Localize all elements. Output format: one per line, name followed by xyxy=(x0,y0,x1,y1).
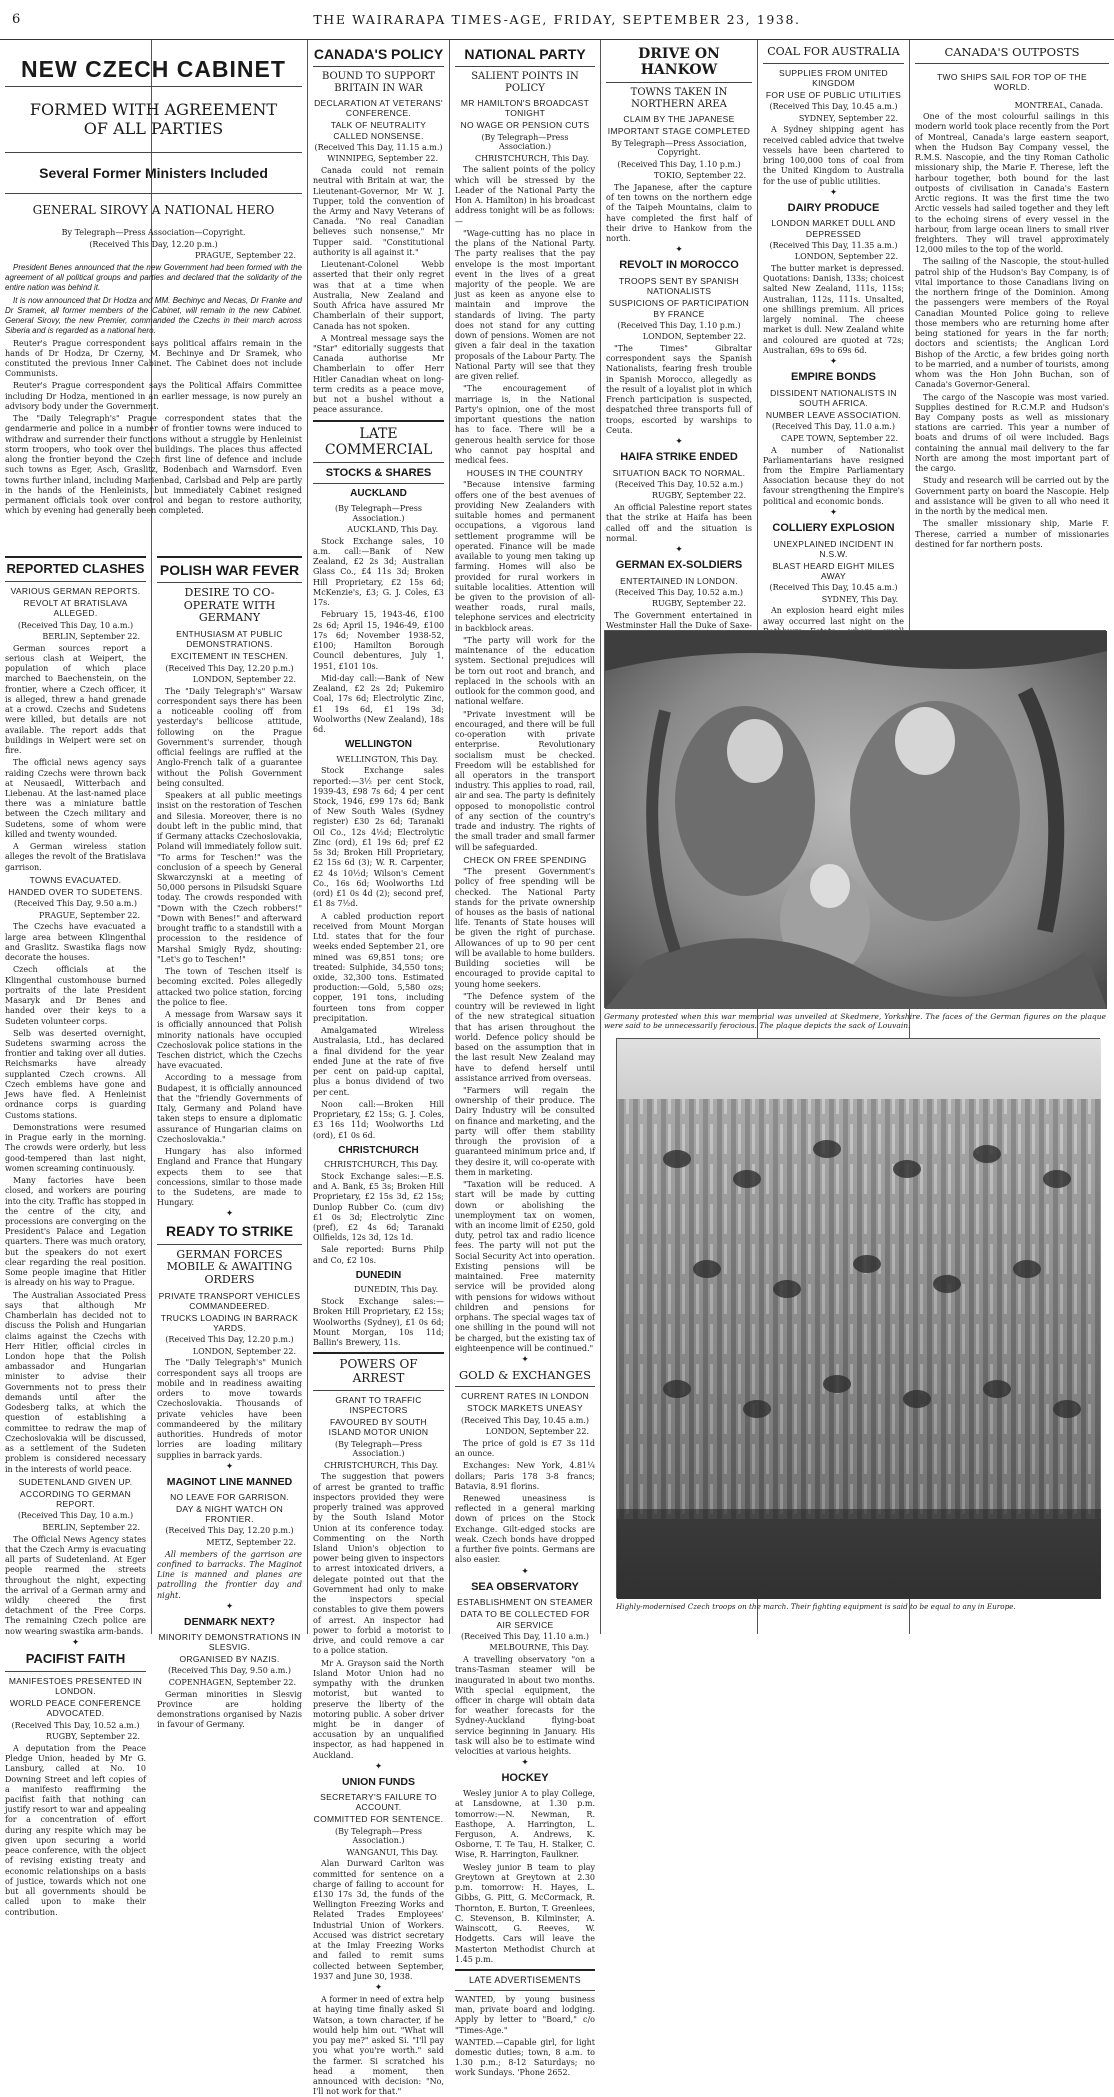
subheadline: NO WAGE OR PENSION CUTS xyxy=(460,120,590,131)
paragraph: Demonstrations were resumed in Prague early in the morning. The crowds were orderly, but less good-tempered than last night, women screaming continuously. xyxy=(5,1122,146,1173)
received-line: (Received This Day, 10 a.m.) xyxy=(17,1511,134,1521)
paragraph: Reuter's Prague correspondent says political affairs remain in the hands of Dr Hodza, Dr Czerny, M. Bechinye and Dr Sramek, who constituted the previous Inner Cabinet. The Cabinet does not include Communists. xyxy=(5,338,302,379)
paragraph: The suggestion that powers of arrest be granted to traffic inspectors provided they were properly trained was approved by the South Island Motor Union at its conference today. Commenting on the North Island Union's objection to power being given to inspectors to arrest intoxicated drivers, a delegate pointed out that the Government had only to make the inspectors special constables to give them powers of arrest. An inspector had power to forbid a motorist to drive, and could remove a car to a police station. xyxy=(313,1472,444,1656)
czech-troops-photo xyxy=(616,1038,1100,1598)
dateline: WANGANUI, This Day. xyxy=(346,1847,438,1857)
divider xyxy=(5,152,302,153)
subheadline: ACCORDING TO GERMAN REPORT. xyxy=(19,1489,132,1510)
paragraph: "The Times" Gibraltar correspondent says the Spanish Nationalists, fearing fresh trouble in Spanish Morocco, allegedly as the result of a loyalist plot in which French participation is suspected, despatched three transports full of troops, escorted by warships to Ceuta. xyxy=(606,343,752,435)
separator-star: ✦ xyxy=(374,1983,383,1994)
dateline: RUGBY, September 22. xyxy=(651,491,746,501)
paragraph: Stock Exchange sales, 10 a.m. call:—Bank of New Zealand, £2 2s 3d; Australian Glass Co., £4 11s 3d; Broken Hill Proprietary, £2 15s 6d; McKenzie's, £3; G. J. Coles, £3 17s. xyxy=(313,536,444,608)
paragraph: A cabled production report received from Mount Morgan Ltd. states that for the four weeks ended September 21, ore mined was 69,851 tons; ore treated: Sulphide, 34,550 tons; oxide, 32,300 tons. Estimated production:—Gold, 5,580 ozs; copper, 191 tons, including fourteen tons from copper precipitation. xyxy=(313,911,444,1023)
divider xyxy=(455,1386,595,1387)
subheadline: CHECK ON FREE SPENDING xyxy=(463,854,587,865)
subheadline: ENTHUSIASM AT PUBLIC DEMONSTRATIONS. xyxy=(176,629,283,650)
newspaper-title: THE WAIRARAPA TIMES-AGE, FRIDAY, SEPTEMBER 23, 1938. xyxy=(313,12,801,27)
headline: GERMAN EX-SOLDIERS xyxy=(615,558,743,571)
column-4 xyxy=(450,40,600,2078)
received-line: (Received This Day, 10.45 a.m.) xyxy=(461,1415,589,1425)
subheadline: TWO SHIPS SAIL FOR TOP OF THE WORLD. xyxy=(937,72,1087,93)
headline: HAIFA STRIKE ENDED xyxy=(620,451,738,464)
paragraph: The Official News Agency states that the Czech Army is evacuating all parts of Sudetenland. At Eger people rearmed the streets throughout the night, expecting the arrival of a German army and wildly cheered the first detachment of the Free Corps. The remaining Czech police are now wearing swastika arm-bands. xyxy=(5,1534,146,1636)
headline: READY TO STRIKE xyxy=(165,1223,294,1240)
divider xyxy=(455,66,595,67)
subheadline: TOWNS EVACUATED. xyxy=(29,874,122,885)
separator-star: ✦ xyxy=(225,1601,234,1612)
subheadline: SUDETENLAND GIVEN UP. xyxy=(18,1476,133,1487)
paragraph: "Private investment will be encouraged, and there will be full co-operation with private enterprise. Revolutionary socialism must be checked. Freedom will be established for all operators in the transport industry. This applies to road, rail, air and sea. The party is definitely opposed to monopolistic control of any section of the country's trade and industry. The rights of the small trader and small farmer will be safeguarded. xyxy=(455,709,595,852)
headline: UNION FUNDS xyxy=(342,1775,415,1788)
subheadline: MINORITY DEMONSTRATIONS IN SLESVIG. xyxy=(158,1631,301,1653)
paragraph: Mid-day call:—Bank of New Zealand, £2 2s 2d; Pukemiro Coal, 17s 6d; Electrolytic Zinc, £1 19s 6d, £1 19s 3d; Woolworths (New Zealand), 18s 6d. xyxy=(313,673,444,734)
dateline: BERLIN, September 22. xyxy=(42,632,140,642)
paragraph: Selb was deserted overnight, Sudetens swarming across the frontier and taking over all duties. Reichsmarks have already supplanted Czech crowns. All Czech emblems have gone and Jews have fled. A Henleinist ordnance corps is guarding Customs stations. xyxy=(5,1028,146,1120)
subheadline: EXCITEMENT IN TESCHEN. xyxy=(170,651,289,662)
dateline: SYDNEY, September 22. xyxy=(798,113,898,123)
separator-star: ✦ xyxy=(675,437,683,448)
paragraph: Renewed uneasiness is reflected in a general marking down of prices on the Stock Exchange. Gilt-edged stocks are weak. Czech bonds have dropped a further five points. Germans are also easier. xyxy=(455,1494,595,1565)
divider xyxy=(915,63,1109,64)
divider xyxy=(157,556,302,558)
paragraph: Mr A. Grayson said the North Island Motor Union had no sympathy with the drunken motorist, but wanted to preserve the liberty of the motoring public. A sober driver might be in danger of accusation by an unqualified inspector, as had happened in Auckland. xyxy=(313,1658,444,1760)
received-line: (Received This Day, 9.50 a.m.) xyxy=(168,1666,291,1676)
divider xyxy=(313,462,444,463)
subheadline: NO LEAVE FOR GARRISON. xyxy=(170,1491,289,1502)
paragraph: The "Daily Telegraph's" Warsaw correspondent says there has been a noticeable cooling off from yesterday's bellicose attitude, following on the Prague Government's surrender, though official feelings are ruffled at the Anglo-French talk of a guarantee without the Polish Government being consulted. xyxy=(157,686,302,788)
paragraph: A message from Warsaw says it is officially announced that Polish minority nationals have occupied Czechoslovak police stations in the Teschen district, which the Czechs have evacuated. xyxy=(157,1010,302,1071)
subheadline: TROOPS SENT BY SPANISH NATIONALISTS xyxy=(619,275,739,297)
paragraph: An official Palestine report states that the strike at Haifa has been called off and the situation is normal. xyxy=(606,503,752,543)
dateline: DUNEDIN, This Day. xyxy=(353,1285,438,1295)
column-3 xyxy=(308,40,449,2097)
czech-troops-caption: Highly-modernised Czech troops on the march. Their fighting equipment is said to be equal to any in Europe. xyxy=(616,1602,1016,1611)
received-line: (Received This Day, 1.10 p.m.) xyxy=(617,320,741,330)
subheadline: REVOLT AT BRATISLAVA ALLEGED. xyxy=(23,598,128,619)
subheadline: GRANT TO TRAFFIC INSPECTORS xyxy=(335,1394,422,1415)
received-line: (Received This Day, 11.15 a.m.) xyxy=(314,142,443,152)
subheadline: UNEXPLAINED INCIDENT IN N.S.W. xyxy=(773,538,894,559)
paragraph: An explosion heard eight miles away occurred last night on the xyxy=(763,606,904,626)
headline: LATE ADVERTISEMENTS xyxy=(469,1975,581,1986)
subheadline: DISSIDENT NATIONALISTS IN SOUTH AFRICA. xyxy=(770,387,897,408)
subheadline: BLAST HEARD EIGHT MILES AWAY xyxy=(772,560,895,582)
headline: DENMARK NEXT? xyxy=(184,1615,275,1628)
paragraph: Noon call:—Broken Hill Proprietary, £2 15s; G. J. Coles, £3 16s 11d; Woolworths Ltd (ord), £1 0s 6d. xyxy=(313,1099,444,1140)
subheadline: MANIFESTOES PRESENTED IN LONDON. xyxy=(8,1675,143,1697)
dateline: BERLIN, September 22. xyxy=(42,1522,140,1532)
received-line: (Received This Day, 11.10 a.m.) xyxy=(461,1631,589,1641)
credit-line: By Telegraph—Press Association—Copyright. xyxy=(61,228,246,238)
column-5-top xyxy=(601,40,757,631)
subheadline: SECRETARY'S FAILURE TO ACCOUNT. xyxy=(320,1791,437,1813)
received-line: (Received This Day, 12.20 p.m.) xyxy=(165,1526,294,1536)
subheadline: LONDON MARKET DULL AND DEPRESSED xyxy=(771,218,896,239)
separator-star: ✦ xyxy=(829,187,838,198)
headline: POLISH WAR FEVER xyxy=(159,562,300,578)
headline: HOCKEY xyxy=(501,1772,549,1785)
column-2-lower xyxy=(152,548,307,1730)
dateline: LONDON, September 22. xyxy=(485,1427,589,1437)
separator-star: ✦ xyxy=(225,1461,234,1472)
subheadline: STOCK MARKETS UNEASY xyxy=(467,1403,583,1414)
subheadline: DATA TO BE COLLECTED FOR AIR SERVICE xyxy=(460,1609,590,1630)
headline: CANADA'S POLICY xyxy=(313,46,444,62)
subheadline: GERMAN FORCES MOBILE & AWAITING ORDERS xyxy=(166,1247,293,1286)
subheadline: FORMED WITH AGREEMENT OF ALL PARTIES xyxy=(29,100,278,138)
paragraph: According to a message from Budapest, it is officially announced that the "friendly Governments of Italy, Germany and Poland have taken steps to ensure a diplomatic assurance of Hungarian claims on Czechoslovakia." xyxy=(157,1073,302,1144)
paragraph: "The encouragement of marriage is, in the National Party's opinion, one of the most important questions the nation has to face. There will be a generous health service for those who cannot pay hospital and medical fees. xyxy=(455,384,595,465)
paragraph: President Benes announced that the new Government had been formed with the agreement of all political groups and parties and declared that the solidarity of the entire nation was behind it. xyxy=(5,262,302,293)
received-line: (Received This Day, 9.50 a.m.) xyxy=(14,899,137,909)
dateline: LONDON, September 22. xyxy=(794,252,898,262)
paragraph: All members of the garrison are confined to barracks. The Maginot Line is manned and planes are patrolling the frontier day and night. xyxy=(157,1549,302,1600)
headline: POWERS OF ARREST xyxy=(339,1357,418,1386)
divider xyxy=(5,193,302,194)
received-line: (Received This Day, 12.20 p.m.) xyxy=(165,663,294,673)
subheadline: HOUSES IN THE COUNTRY xyxy=(466,468,584,479)
subheadline: TOWNS TAKEN IN NORTHERN AREA xyxy=(630,87,728,110)
advert: WANTED, by young business man, private board and lodging. Apply by letter to "Board," c/o "Times-Age." xyxy=(455,1994,595,2035)
paragraph: February 15, 1943-46, £100 2s 6d; April 15, 1946-49, £100 17s 6d; November 1938-52, £100; Hamilton Borough Council debentures, July 1, 1951, £101 10s. xyxy=(313,610,444,671)
paragraph: Alan Durward Carlton was committed for sentence on a charge of failing to account for £130 17s 3d, the funds of the Wellington Freezing Works and Related Trades Employees' Industrial Union of Workers. Accused was district secretary at the Imlay Freezing Works and failed to remit sums collected between September, 1937 and June 30, 1938. xyxy=(313,1859,444,1981)
received-line: (Received This Day, 11.0 a.m.) xyxy=(772,422,895,432)
memorial-plaque-image xyxy=(605,631,1107,1009)
subheadline: ESTABLISHMENT ON STEAMER xyxy=(457,1597,593,1608)
headline: REVOLT IN MOROCCO xyxy=(619,259,739,272)
war-memorial-caption: Germany protested when this war memorial was unveiled at Skedmere, Yorkshire. The faces of the German figures on the plaque were said to be unnecessarily ferocious. The plaque depicts the sack of Louvain. xyxy=(604,1012,1106,1031)
subheadline: TRUCKS LOADING IN BARRACK YARDS. xyxy=(160,1312,299,1334)
dateline: WINNIPEG, September 22. xyxy=(327,154,438,164)
separator-star: ✦ xyxy=(829,357,838,368)
paragraph: "Wage-cutting has no place in the plans of the National Party. The party realises that the pay envelope is the most important event in the lives of a great majority of the people. We are just as keen as anyone else to maintain and improve the standards of living. The party does not stand for any cutting down of pensions. Women are not given a fair deal in the taxation proposals of the Labour Party. The National Party will see that they are given relief. xyxy=(455,228,595,382)
divider xyxy=(313,420,444,422)
paragraph: "Farmers will regain the ownership of their produce. The Dairy Industry will be consulted on finance and marketing, and the party will offer them stability through the provision of a guaranteed minimum price and, if they desire it, will co-operate with them in marketing. xyxy=(455,1085,595,1177)
headline: COLLIERY EXPLOSION xyxy=(772,521,895,534)
paragraph: The butter market is depressed. Quotations: Danish, 133s; choicest salted New Zealand, 111s, 115s; Australian, 112s, 111s. Unsalted, one shillings premium. All prices largely nominal. The cheese market is dull. New Zealand white and coloured are quoted at 72s; Australian, 69s to 69s 6d. xyxy=(763,264,904,355)
separator-star: ✦ xyxy=(71,1637,80,1648)
paragraph: The smaller missionary ship, Marie F. Therese, carried a number of missionaries destined for far northern posts. xyxy=(915,519,1109,549)
paragraph: Stock Exchange sales:—Broken Hill Proprietary, £2 15s; Woolworths (Sydney), £1 0s 6d; Mount Morgan, 10s 11d; Ballin's Brewery, 11s. xyxy=(313,1297,444,1347)
paragraph: Many factories have been closed, and workers are pouring into the city. Traffic has stopped in the centre of the city, and processions are converging on the President's Palace and Legation quarters. There was much oratory, but the speakers do not exert clear regarding the real position. Some people imagine that Hitler is already on his way to Prague. xyxy=(5,1176,146,1288)
dateline: AUCKLAND, This Day. xyxy=(347,525,438,535)
czech-troops-image xyxy=(617,1039,1101,1599)
subheadline: NUMBER LEAVE ASSOCIATION. xyxy=(765,410,902,421)
subheadline: ENTERTAINED IN LONDON. xyxy=(620,575,738,586)
paragraph: Wesley junior A to play College, at Lansdowne, at 1.30 p.m. tomorrow:—N. Newman, R. Easthope, A. Harrington, L. Ferguson, A. Andrews, K. Osborne, T. Te Tau, H. Stalker, C. Wise, R. Harrington, Faulkner. xyxy=(455,1789,595,1860)
headline: COAL FOR AUSTRALIA xyxy=(767,45,900,58)
received-line: (Received This Day, 12.20 p.m.) xyxy=(165,1335,294,1345)
separator-star: ✦ xyxy=(521,1758,529,1769)
separator-star: ✦ xyxy=(521,1355,529,1366)
dateline: METZ, September 22. xyxy=(206,1538,296,1547)
received-line: (By Telegraph—Press Association.) xyxy=(335,503,422,523)
paragraph: The Australian Associated Press says that although Mr Chamberlain has decided not to discuss the Polish and Hungarian claims against the Czechs with Herr Hitler, official circles in London hope that the Polish ambassador and Hungarian minister to advise their Governments not to press their demands until after the Godesberg talks, at which the question of establishing a committee to redraw the map of Czechoslovakia will be discussed, as a settlement of the Sudeten problem is considered necessary in the interests of world peace. xyxy=(5,1290,146,1474)
headline: PACIFIST FAITH xyxy=(25,1650,126,1666)
subheadline: Several Former Ministers Included xyxy=(39,165,268,182)
subheadline: DECLARATION AT VETERANS' CONFERENCE. xyxy=(314,98,443,119)
dateline: CHRISTCHURCH, This Day. xyxy=(474,153,589,163)
page-number: 6 xyxy=(12,12,21,27)
paragraph: It is now announced that Dr Hodza and MM. Bechinyc and Necas, Dr Franke and Dr Sramek, all former members of the Cabinet, will remain in the new Cabinet. General Sirovy, the new Premier, commanded the Czechs in their march across Siberia and is regarded as a national hero. xyxy=(5,295,302,336)
dateline: TOKIO, September 22. xyxy=(653,171,746,181)
headline: LATE COMMERCIAL xyxy=(324,425,433,458)
dateline: MELBOURNE, This Day. xyxy=(489,1643,589,1653)
divider xyxy=(313,66,444,67)
paragraph: Canada could not remain neutral with Britain at war, the Lieutenant-Governor, Mr W. J. Tupper, told the convention of the Army and Navy Veterans of Canada. "No real Canadian believes such nonsense," Mr Tupper said. "Constitutional authority is all against it." xyxy=(313,166,444,257)
paragraph: "The present Government's policy of free spending will be checked. The National Party stands for the private ownership of houses as the basis of national life. Tenants of State houses will be given the right of purchase. Allowances of up to 90 per cent will be available to home builders. Building societies will be encouraged to provide capital to young home seekers. xyxy=(455,867,595,989)
headline: EMPIRE BONDS xyxy=(791,371,876,384)
divider xyxy=(5,86,302,87)
received-line: (Received This Day, 10.52 a.m.) xyxy=(615,479,743,489)
subheadline: IMPORTANT STAGE COMPLETED xyxy=(607,126,751,137)
divider xyxy=(455,1990,595,1991)
paragraph: German sources report a serious clash at Weipert, the population of which place marched to Baechenstein, on the frontier, where a Czech officer, it is alleged, threw a hand grenade at a crowd. Czechs and Sudetens were killed, but details are not available. The report adds that buildings in Weipert were set on fire. xyxy=(5,643,146,756)
paragraph: "Because intensive farming offers one of the best avenues of providing New Zealanders with suitable homes and permanent occupations, a vigorous land settlement programme will be operated. Finance will be made available to young men taking up farming. Homes will also be provided for rural workers in suitable localities. Attention will be given to the provision of all-weather roads, rural mails, telephone services and electricity in backblock areas. xyxy=(455,480,595,633)
dateline: CHRISTCHURCH, This Day. xyxy=(323,1160,438,1170)
paragraph: A travelling observatory "on a trans-Tasman steamer will be inaugurated in about two months. With special equipment, the officer in charge will obtain data for weather forecasts for the Sydney-Auckland flying-boat service beginning in January. His task will also be to estimate wind velocities at various heights. xyxy=(455,1655,595,1757)
paragraph: The Japanese, after the capture of ten towns on the northern edge of the Taipeh Mountains, claim to have completed the first half of their drive to Hankow from the north. xyxy=(606,182,752,244)
received-line: (Received This Day, 10.52 a.m.) xyxy=(615,587,743,597)
section-wellington: WELLINGTON xyxy=(344,739,413,751)
separator-star: ✦ xyxy=(521,1566,529,1577)
divider xyxy=(763,63,904,64)
dateline: LONDON, September 22. xyxy=(192,675,296,685)
paragraph: The "Daily Telegraph's" Prague correspondent states that the gendarmerie and police in a number of frontier towns were induced to withdraw and surrender their functions without a struggle by Henleinist storm troopers, who took over the buildings. The places thus affected along the frontier beyond the Czech first line of defence and include such towns as Eger, Asch, Graslitz, Bodenbach and Warnsdorf. Even towns further inland, including Marienbad, Carlsbad and Pelp are partly in the hands of the Henleinists, but immediately Cabinet resigned permanent officials took over control and began to restore authority, which by evening had generally been completed. xyxy=(5,414,302,516)
divider xyxy=(455,1969,595,1971)
dateline: RUGBY, September 22. xyxy=(45,1732,140,1742)
dateline: PRAGUE, September 22. xyxy=(38,910,140,920)
paragraph: Sale reported: Burns Philp and Co, £2 10s. xyxy=(313,1245,444,1265)
subheadline: ORGANISED BY NAZIS. xyxy=(179,1654,280,1665)
divider xyxy=(313,483,444,484)
dateline: CAPE TOWN, September 22. xyxy=(780,433,898,443)
subheadline: BOUND TO SUPPORT BRITAIN IN WAR xyxy=(321,71,436,94)
subheadline: SALIENT POINTS IN POLICY xyxy=(471,71,579,94)
paragraph: Study and research will be carried out by the Government party on board the Nascopie. Help and assistance will be given to all who need it in the north by the medical men. xyxy=(915,476,1109,517)
dateline: LONDON, September 22. xyxy=(192,1346,296,1356)
paragraph: German minorities in Slesvig Province are holding demonstrations organised by Nazis in favour of Germany. xyxy=(157,1689,302,1730)
paragraph: The salient points of the policy which will be stressed by the Leader of the National Party the Hon A. Hamilton) in his broadcast address tonight will be as follows:— xyxy=(455,165,595,226)
separator-star: ✦ xyxy=(225,1209,234,1220)
subheadline: PRIVATE TRANSPORT VEHICLES COMMANDEERED. xyxy=(158,1290,301,1311)
headline: CANADA'S OUTPOSTS xyxy=(944,45,1080,59)
separator-star: ✦ xyxy=(374,1761,383,1772)
received-line: (Received This Day, 10.45 a.m.) xyxy=(769,583,898,593)
paragraph: Reuter's Prague correspondent says the Political Affairs Committee including Dr Hodza, mentioned in an earlier message, is now purely an advisory body under the Government. xyxy=(5,381,302,411)
section-dunedin: DUNEDIN xyxy=(355,1269,402,1281)
subheadline: DESIRE TO CO-OPERATE WITH GERMANY xyxy=(183,586,276,625)
headline: GOLD & EXCHANGES xyxy=(458,1368,592,1383)
divider xyxy=(157,582,302,583)
article-new-czech-cabinet xyxy=(0,40,307,555)
subheadline: FAVOURED BY SOUTH ISLAND MOTOR UNION xyxy=(328,1417,429,1438)
headline: DRIVE ON HANKOW xyxy=(638,46,720,79)
paragraph: A deputation from the Peace Pledge Union, headed by Mr G. Lansbury, called at No. 10 Downing Street and left copies of a manifesto reaffirming the pacifist faith that nothing can justify resort to war and appealing for a concentration of effort during any respite which may be given upon securing a world peace conference, with the object of revising existing treaty and economic relationships on a basis of justice, towards which not one but all governments should be called upon to make their contribution. xyxy=(5,1743,146,1917)
subheadline: FOR USE OF PUBLIC UTILITIES xyxy=(765,90,902,101)
paragraph: A number of Nationalist Parliamentarians have resigned from the Empire Parliamentary Association because they do not favour strengthening the Empire's political and economic bonds. xyxy=(763,445,904,506)
paragraph: Wesley junior B team to play Greytown at Greytown at 2.30 p.m. tomorrow: H. Hayes, L. Gibbs, G. Pitt, G. McCormack, R. Thornton, E. Burton, T. Greenlees, C. Stevenson, B. Kilminster, A. Wainscott, G. Reeves, W. Hodgetts. Cars will leave the Masterton Methodist Church at 1.45 p.m. xyxy=(455,1862,595,1964)
paragraph: Czech officials at the Klingenthal customhouse burned portraits of the late President Masaryk and Dr Benes and handed over their keys to a Sudeten volunteer corps. xyxy=(5,965,146,1026)
received-line: (Received This Day, 10.52 a.m.) xyxy=(11,1720,140,1730)
paragraph: The sailing of the Nascopie, the stout-hulled patrol ship of the Hudson's Bay Company, is of vital importance to those Canadians living on the northern fringe of the Dominion. Among the passengers were members of the Royal Canadian Mounted Police going to relieve those members who are returning home after being stationed for years in the far north; doctors and scientists; the Anglican Lord Bishop of the Arctic, a few brides going north to be married, and a number of tourists, among whom was the Hon John Buchan, son of Canada's Governor-General. xyxy=(915,257,1109,390)
war-memorial-photo xyxy=(604,630,1106,1008)
paragraph: A Sydney shipping agent has received cabled advice that twelve vessels have been chartered to bring 100,000 tons of coal from the United Kingdom to Australia for the use of public utilities. xyxy=(763,125,904,186)
separator-star: ✦ xyxy=(675,245,683,256)
paragraph: Lieutenant-Colonel Webb asserted that their only regret was that at a time when Australia, New Zealand and South Africa have assured Mr Chamberlain of their support, Canada has not spoken. xyxy=(313,260,444,331)
column-6-top xyxy=(758,40,909,626)
dateline: COPENHAGEN, September 22. xyxy=(168,1677,296,1687)
headline: NEW CZECH CABINET xyxy=(21,56,286,82)
subheadline: CURRENT RATES IN LONDON xyxy=(461,1391,589,1402)
paragraph: The Government entertained in Westminster Hall the Duke of Saxe- xyxy=(606,611,752,631)
paragraph: A former in need of extra help at haying time finally asked Si Watson, a town character, if he would help him out. "What will you pay me?" asked Si. "I'll pay you what you're worth." said the farmer. Si scratched his head a moment, then announced with decision: "No, I'll not work for that." xyxy=(313,1995,444,2097)
received-line: (By Telegraph—Press Association.) xyxy=(481,132,569,152)
column-1-lower xyxy=(0,548,151,1917)
subheadline: SUPPLIES FROM UNITED KINGDOM xyxy=(779,67,888,88)
paragraph: A German wireless station alleges the revolt of the Bratislava garrison. xyxy=(5,842,146,872)
separator-star: ✦ xyxy=(675,544,683,555)
dateline: MONTREAL, Canada. xyxy=(1014,100,1103,110)
dateline: PRAGUE, September 22. xyxy=(194,251,296,261)
divider xyxy=(5,1671,146,1672)
paragraph: "The party will work for the maintenance of the education system. Sectional prejudices will be torn out root and branch, and replaced in the schools with an outlook for the common good, and national welfare. xyxy=(455,635,595,707)
paragraph: Speakers at all public meetings insist on the restoration of Teschen and Silesia. Moreover, there is no doubt left in the public mind, that if Germany attacks Czechoslovakia, Poland will immediately follow suit. "To arms for Teschen!" was the conclusion of a speech by General Skwarczynski at a meeting of 50,000 persons in Pilsudski Square today. The crowds responded with "Down with the Czech robbers!" "Down with Benes!" and afterward brought traffic to a standstill with a procession to the residence of Marshal Smigly Rydz, shouting: "Let's go to Teschen!" xyxy=(157,791,302,964)
paragraph: "The Defence system of the country will be reviewed in light of the new strategical situation that has arisen throughout the world. Defence policy should be based on the assumption that in the last result New Zealand may have to defend herself until assistance arrived from overseas. xyxy=(455,991,595,1083)
paragraph: The "Daily Telegraph's" Munich correspondent says all troops are mobile and in readiness awaiting orders to move towards Czechoslovakia. Thousands of private vehicles have been commandeered by the military authorities. Hundreds of motor lorries are loading military supplies in barrack yards. xyxy=(157,1358,302,1460)
advert: WANTED.—Capable girl, for light domestic duties; town, 8 a.m. to 1.30 p.m.; 8-12 Saturdays; no work Sundays. 'Phone 2652. xyxy=(455,2037,595,2078)
paragraph: One of the most colourful sailings in this modern world took place recently from the Port of Montreal, Canada's large eastern seaport, when the Hudson Bay Company vessel, the R.M.S. Nascopie, and the tiny Roman Catholic missionary ship, the Marie F. Therese, left the harbour together, both bound for the last outposts of civilisation in Canada's Eastern Arctic regions. It was the first time the two Arctic vessels had sailed together and they left to the echoing sirens of every vessel in the harbour, from large ocean liners to small river freighters. They will travel approximately 12,000 miles to the top of the world. xyxy=(915,112,1109,255)
section-auckland: AUCKLAND xyxy=(350,488,407,500)
subheadline: COMMITTED FOR SENTENCE. xyxy=(313,1814,444,1825)
headline: REPORTED CLASHES xyxy=(6,561,145,576)
received-line: (Received This Day, 11.35 a.m.) xyxy=(769,240,898,250)
headline: NATIONAL PARTY xyxy=(464,46,586,62)
paragraph: "Taxation will be reduced. A start will be made by cutting down or abolishing the unemployment tax on women, with an income limit of £250, gold duty, petrol tax and radio licence fees. The party will not put the Social Security Act into operation. Existing pensions will be maintained. Free maternity service will be provided along with pensions for widows without children and pensions for orphans. The special wages tax of one shilling in the pound will not be charged, but the existing tax of eighteenpence will be continued." xyxy=(455,1180,595,1353)
divider xyxy=(606,82,752,83)
received-line: (By Telegraph—Press Association.) xyxy=(335,1826,422,1846)
paragraph: A Montreal message says the "Star" editorially suggests that Canada authorise Mr Chamberlain to offer Herr Hitler Canadian wheat on long-term credits as a peace move, but not a bushel without a peace assurance. xyxy=(313,333,444,415)
dateline: CHRISTCHURCH, This Day. xyxy=(323,1460,438,1470)
received-line: (Received This Day, 12.20 p.m.) xyxy=(89,239,218,249)
dateline: LONDON, September 22. xyxy=(642,332,746,342)
received-line: (Received This Day, 10.45 a.m.) xyxy=(769,102,898,112)
paragraph: Stock Exchange sales reported:—3½ per cent Stock, 1939-43, £98 7s 6d; 4 per cent Stock, 1946, £99 17s 6d; Bank of New South Wales (Sydney register) £30 2s 6d; Taranaki Oil Co., 12s 4½d; Electrolytic Zinc (ord), £1 19s 6d; pref £2 5s 3d; Broken Hill Proprietary, £2 15s 6d (3); W. R. Carpenter, £2 4s 10½d; Wilson's Cement Co., 16s 6d; Woolworths Ltd (ord) £1 0s 4d (2); second pref, £1 8s 7½d. xyxy=(313,766,444,909)
subheadline: STOCKS & SHARES xyxy=(325,466,432,479)
headline: DAIRY PRODUCE xyxy=(787,201,880,214)
divider xyxy=(5,556,146,558)
masthead xyxy=(0,0,1114,40)
subheadline: CLAIM BY THE JAPANESE xyxy=(623,114,735,125)
paragraph: Stock Exchange sales:—E.S. and A. Bank, £5 3s; Broken Hill Proprietary, £2 15s 3d, £2 15s; Dunlop Rubber Co. (cum div) £1 0s 3d; Electrolytic Zinc (pref), £2 4s 6d; Taranaki Oilfields, 12s 3d, 12s 1d. xyxy=(313,1171,444,1243)
paragraph: The official news agency says raiding Czechs were thrown back at Neusaedl, Witterbach and Liebenau. At the last-named place there was a miniature battle between the Czech military and Sudetens, some of whom were killed and twenty wounded. xyxy=(5,758,146,839)
paragraph: The price of gold is £7 3s 11d an ounce. xyxy=(455,1438,595,1459)
headline: MAGINOT LINE MANNED xyxy=(166,1475,293,1488)
column-7-top xyxy=(910,40,1114,620)
subheadline: DAY & NIGHT WATCH ON FRONTIER. xyxy=(175,1504,284,1525)
dateline: WELLINGTON, This Day. xyxy=(336,754,438,764)
headline: SEA OBSERVATORY xyxy=(471,1580,579,1593)
paragraph: The Czechs have evacuated a large area between Klingenthal and Graslitz. Swastika flags now decorate the houses. xyxy=(5,922,146,963)
subheadline: VARIOUS GERMAN REPORTS. xyxy=(10,585,141,596)
divider xyxy=(313,1390,444,1391)
received-line: (By Telegraph—Press Association.) xyxy=(335,1439,422,1459)
dateline: SYDNEY, This Day. xyxy=(821,594,898,604)
separator-star: ✦ xyxy=(829,507,838,518)
section-christchurch: CHRISTCHURCH xyxy=(338,1144,419,1156)
subheadline: WORLD PEACE CONFERENCE ADVOCATED. xyxy=(9,1698,142,1719)
paragraph: Hungary has also informed England and France that Hungary expects them to see that concessions, similar to those made to the Sudetens, are made to Hungary. xyxy=(157,1147,302,1208)
received-line: (Received This Day, 1.10 p.m.) xyxy=(617,159,741,169)
paragraph: Exchanges: New York, 4.81¼ dollars; Paris 178 3-8 francs; Batavia, 8.91 florins. xyxy=(455,1461,595,1491)
subheadline: MR HAMILTON'S BROADCAST TONIGHT xyxy=(460,98,590,119)
subheadline: TALK OF NEUTRALITY CALLED NONSENSE. xyxy=(330,120,427,141)
dateline: RUGBY, September 22. xyxy=(651,599,746,609)
paragraph: The town of Teschen itself is becoming excited. Poles allegedly attacked two police station, forcing the police to flee. xyxy=(157,967,302,1007)
credit-line: By Telegraph—Press Association, Copyright. xyxy=(611,138,747,158)
divider xyxy=(313,1352,444,1354)
received-line: (Received This Day, 10 a.m.) xyxy=(17,620,134,630)
subheadline: SUSPICIONS OF PARTICIPATION BY FRANCE xyxy=(608,298,750,319)
subheadline: SITUATION BACK TO NORMAL. xyxy=(612,467,746,478)
divider xyxy=(5,581,146,582)
paragraph: Amalgamated Wireless Australasia, Ltd., has declared a final dividend for the year ended June at the rate of five per cent on paid-up capital, plus a bonus dividend of two per cent. xyxy=(313,1026,444,1097)
paragraph: The cargo of the Nascopie was most varied. Supplies destined for R.C.M.P. and Hudson's Bay Company posts as well as missionary stations are carried. This year a number of boats and drums of oil were included. Bags containing the annual mail delivery to the far North are among the most important part of the cargo. xyxy=(915,392,1109,474)
divider xyxy=(157,1244,302,1245)
subheadline: HANDED OVER TO SUDETENS. xyxy=(8,887,143,898)
subheadline: GENERAL SIROVY A NATIONAL HERO xyxy=(32,203,275,218)
